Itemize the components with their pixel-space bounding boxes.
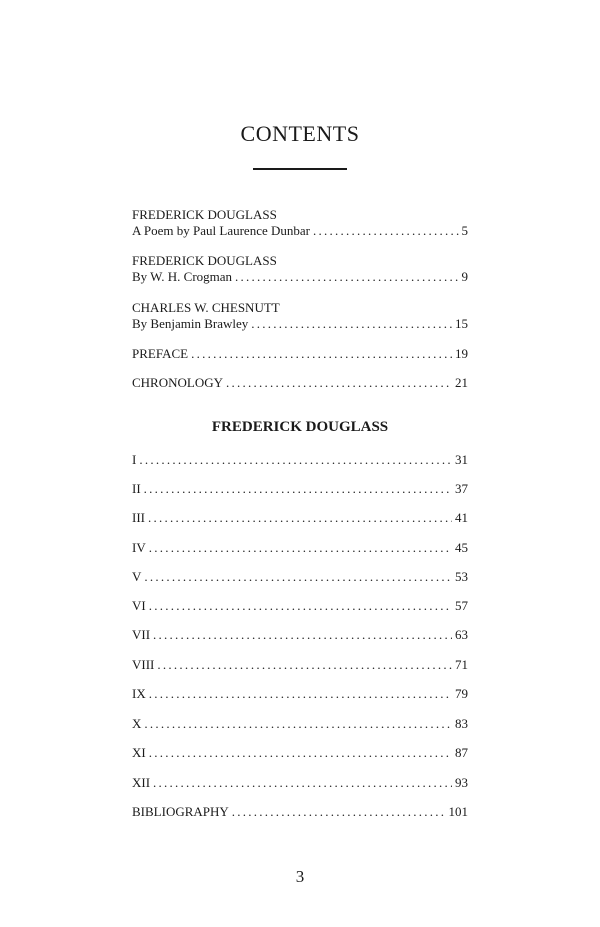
- toc-chapter-viii[interactable]: [132, 657, 468, 673]
- toc-chapter-ii[interactable]: [132, 481, 468, 497]
- toc-entry-page: 53: [455, 569, 468, 584]
- toc-entry-chesnutt[interactable]: [132, 300, 468, 332]
- dot-leader: [157, 657, 452, 673]
- toc-entry-subtitle: A Poem by Paul Laurence Dunbar: [132, 223, 310, 238]
- toc-entry-chronology[interactable]: [132, 375, 468, 391]
- dot-leader: [149, 745, 452, 761]
- toc-chapter-x[interactable]: [132, 716, 468, 732]
- dot-leader: [139, 452, 452, 468]
- dot-leader: [149, 540, 452, 556]
- toc-entry-page: 19: [455, 346, 468, 361]
- toc-entry-page: 37: [455, 481, 468, 496]
- dot-leader: [148, 510, 452, 526]
- toc-chapter-label: VII: [132, 627, 151, 642]
- toc-entry-page: 31: [455, 452, 468, 467]
- dot-leader: [149, 686, 452, 702]
- dot-leader: [149, 598, 452, 614]
- dot-leader: [144, 481, 452, 497]
- toc-chapter-label: II: [132, 481, 141, 496]
- toc-chapter-label: V: [132, 569, 142, 584]
- toc-entry-page: 83: [455, 716, 468, 731]
- toc-entry-page: 45: [455, 540, 468, 555]
- dot-leader: [153, 627, 452, 643]
- toc-chapter-label: XII: [132, 775, 151, 790]
- toc-chapter-label: VI: [132, 598, 146, 613]
- dot-leader: [144, 569, 452, 585]
- toc-chapter-vii[interactable]: [132, 627, 468, 643]
- toc-entry-subtitle: By W. H. Crogman: [132, 269, 233, 284]
- toc-entry-preface[interactable]: [132, 346, 468, 362]
- toc-chapter-label: VIII: [132, 657, 155, 672]
- toc-entry-crogman[interactable]: [132, 253, 468, 285]
- toc-chapter-label: I: [132, 452, 137, 467]
- toc-chapter-v[interactable]: [132, 569, 468, 585]
- toc-entry-page: 57: [455, 598, 468, 613]
- toc-entry-page: 21: [455, 375, 468, 390]
- toc-entry-page: 71: [455, 657, 468, 672]
- dot-leader: [232, 804, 446, 820]
- dot-leader: [191, 346, 452, 362]
- title-rule: [253, 168, 347, 170]
- toc-entry-subtitle: By Benjamin Brawley: [132, 316, 249, 331]
- toc-chapter-label: XI: [132, 745, 146, 760]
- toc-chapter-label: IV: [132, 540, 146, 555]
- page-number: 3: [295, 867, 305, 886]
- toc-entry-page: 79: [455, 686, 468, 701]
- toc-chapter-xii[interactable]: [132, 775, 468, 791]
- toc-entry-title: CHARLES W. CHESNUTT: [132, 300, 280, 315]
- dot-leader: [153, 775, 452, 791]
- dot-leader: [251, 316, 452, 332]
- toc-entry-page: 15: [455, 316, 468, 331]
- toc-entry-page: 93: [455, 775, 468, 790]
- toc-entry-page: 9: [461, 269, 468, 284]
- toc-chapter-iii[interactable]: [132, 510, 468, 526]
- dot-leader: [235, 269, 458, 285]
- toc-chapter-i[interactable]: [132, 452, 468, 468]
- toc-entry-page: 101: [448, 804, 468, 819]
- toc-entry-title: FREDERICK DOUGLASS: [132, 207, 277, 222]
- section-heading: FREDERICK DOUGLASS: [211, 419, 389, 435]
- toc-entry-title: CHRONOLOGY: [132, 375, 223, 390]
- toc-chapter-ix[interactable]: [132, 686, 468, 702]
- dot-leader: [313, 223, 459, 239]
- toc-entry-bibliography[interactable]: [132, 804, 468, 820]
- toc-entry-title: PREFACE: [132, 346, 189, 361]
- dot-leader: [144, 716, 452, 732]
- toc-entry-page: 87: [455, 745, 468, 760]
- toc-chapter-label: BIBLIOGRAPHY: [132, 804, 229, 819]
- page-title: CONTENTS: [240, 121, 360, 146]
- toc-chapter-vi[interactable]: [132, 598, 468, 614]
- toc-chapter-label: X: [132, 716, 142, 731]
- toc-chapter-iv[interactable]: [132, 540, 468, 556]
- toc-entry-page: 5: [461, 223, 468, 238]
- toc-chapter-label: IX: [132, 686, 146, 701]
- toc-entry-page: 41: [455, 510, 468, 525]
- toc-chapter-label: III: [132, 510, 145, 525]
- toc-chapter-xi[interactable]: [132, 745, 468, 761]
- toc-entry-dunbar-poem[interactable]: [132, 207, 468, 239]
- toc-entry-page: 63: [455, 627, 468, 642]
- toc-entry-title: FREDERICK DOUGLASS: [132, 253, 277, 268]
- dot-leader: [226, 375, 452, 391]
